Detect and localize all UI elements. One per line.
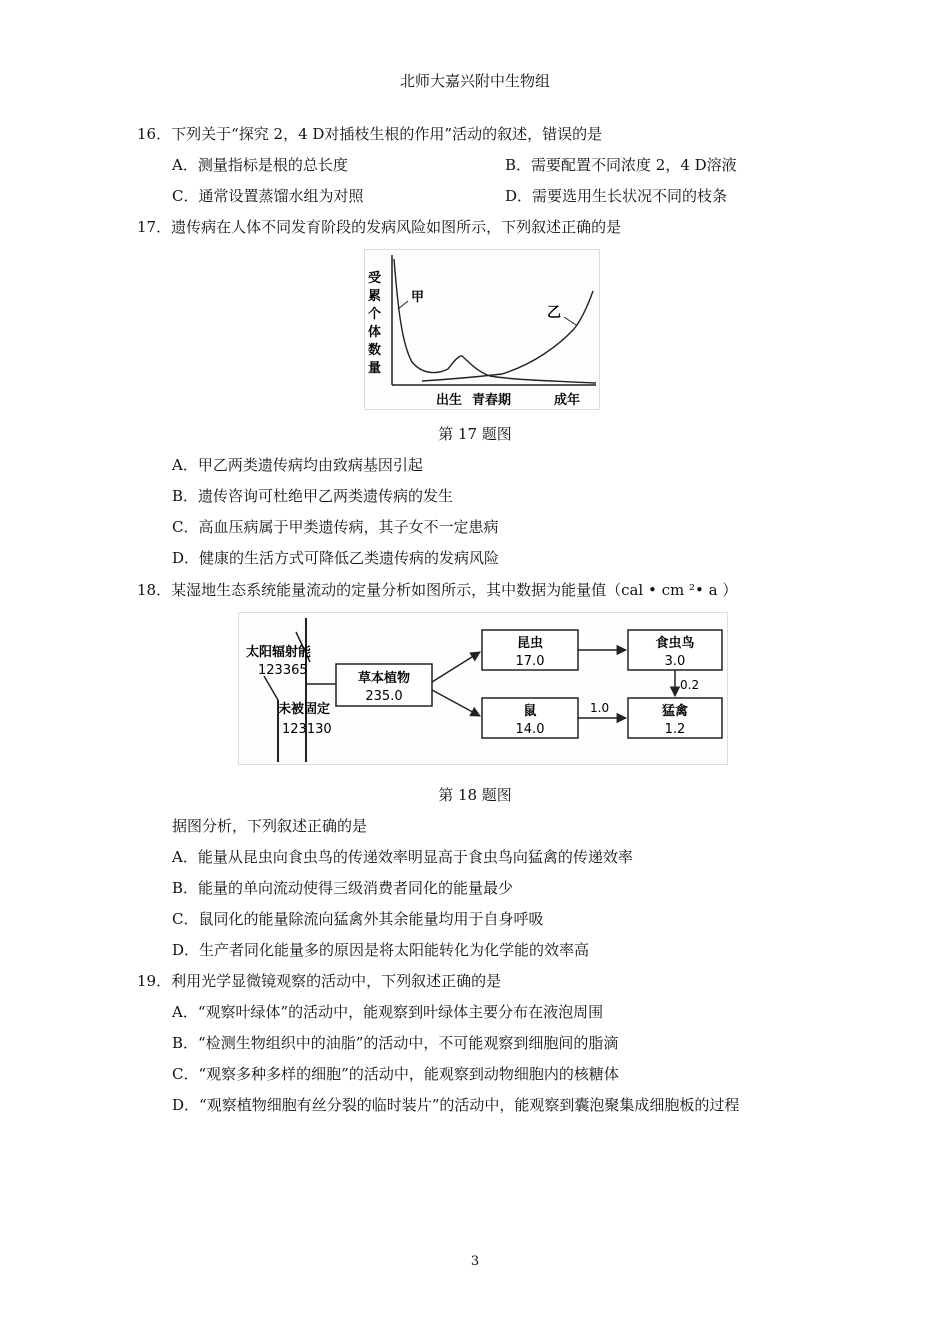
fig18-plant-value: 235.0 <box>365 689 403 704</box>
fig18-bird-value: 3.0 <box>664 654 686 669</box>
fig18-plant-label: 草本植物 <box>357 671 411 686</box>
q18-option-c: C．鼠同化的能量除流向猛禽外其余能量均用于自身呼吸 <box>172 910 544 928</box>
fig17-xtick-adult: 成年 <box>554 393 581 408</box>
q18-caption: 第 18 题图 <box>438 786 512 804</box>
q17-stem: 17．遗传病在人体不同发育阶段的发病风险如图所示，下列叙述正确的是 <box>137 218 622 236</box>
q19-option-c: C．“观察多种多样的细胞”的活动中，能观察到动物细胞内的核糖体 <box>172 1065 619 1083</box>
q18-stem: 18．某湿地生态系统能量流动的定量分析如图所示，其中数据为能量值（cal • cm ²• a ） <box>137 581 738 599</box>
q17-option-a: A．甲乙两类遗传病均由致病基因引起 <box>172 456 423 474</box>
fig18-mouse-label: 鼠 <box>523 704 537 719</box>
fig18-raptor-label: 猛禽 <box>661 704 689 719</box>
fig17-ylabel-char: 体 <box>368 325 382 340</box>
figure-17-risk-chart <box>364 249 600 411</box>
q16-option-d: D．需要选用生长状况不同的枝条 <box>505 187 728 205</box>
q16-option-a: A．测量指标是根的总长度 <box>172 156 348 174</box>
figure-18-energy-flow <box>238 612 728 766</box>
fig18-mouse-to-raptor-value: 1.0 <box>590 701 610 715</box>
q16-option-c: C．通常设置蒸馏水组为对照 <box>172 187 364 205</box>
fig17-ylabel-char: 个 <box>368 307 382 322</box>
fig17-ylabel-char: 受 <box>368 271 382 286</box>
page-number: 3 <box>470 1254 480 1269</box>
fig18-bird-to-raptor-value: 0.2 <box>680 678 700 692</box>
q16-stem: 16．下列关于“探究 2，4 D对插枝生根的作用”活动的叙述，错误的是 <box>137 125 603 143</box>
q16-option-b: B．需要配置不同浓度 2，4 D溶液 <box>505 156 737 174</box>
q17-option-c: C．高血压病属于甲类遗传病，其子女不一定患病 <box>172 518 499 536</box>
q18-option-b: B．能量的单向流动使得三级消费者同化的能量最少 <box>172 879 514 897</box>
fig17-xtick-youth: 青春期 <box>472 393 512 408</box>
fig18-unfixed-value: 123130 <box>282 722 332 737</box>
fig18-sun-label: 太阳辐射能 <box>246 645 312 660</box>
q17-caption: 第 17 题图 <box>438 425 512 443</box>
fig18-mouse-value: 14.0 <box>515 722 545 737</box>
fig18-raptor-value: 1.2 <box>664 722 686 737</box>
fig18-sun-value: 123365 <box>258 663 308 678</box>
q18-option-d: D．生产者同化能量多的原因是将太阳能转化为化学能的效率高 <box>172 941 590 959</box>
q19-option-b: B．“检测生物组织中的油脂”的活动中，不可能观察到细胞间的脂滴 <box>172 1034 619 1052</box>
fig17-ylabel-char: 数 <box>368 343 382 358</box>
fig17-label-jia: 甲 <box>411 290 425 305</box>
fig18-bird-label: 食虫鸟 <box>655 636 695 651</box>
q17-option-d: D．健康的生活方式可降低乙类遗传病的发病风险 <box>172 549 500 567</box>
q19-option-d: D．“观察植物细胞有丝分裂的临时装片”的活动中，能观察到囊泡聚集成细胞板的过程 <box>172 1096 740 1114</box>
fig17-ylabel-char: 累 <box>368 289 382 304</box>
fig18-insect-value: 17.0 <box>515 654 545 669</box>
fig18-unfixed-label: 未被固定 <box>278 702 331 717</box>
q17-option-b: B．遗传咨询可杜绝甲乙两类遗传病的发生 <box>172 487 454 505</box>
fig18-insect-label: 昆虫 <box>516 636 544 651</box>
page-header: 北师大嘉兴附中生物组 <box>399 72 550 90</box>
q19-option-a: A．“观察叶绿体”的活动中，能观察到叶绿体主要分布在液泡周围 <box>172 1003 604 1021</box>
fig17-xtick-birth: 出生 <box>436 393 463 408</box>
q18-option-a: A．能量从昆虫向食虫鸟的传递效率明显高于食虫鸟向猛禽的传递效率 <box>172 848 633 866</box>
q19-stem: 19．利用光学显微镜观察的活动中，下列叙述正确的是 <box>137 972 502 990</box>
q18-lead: 据图分析，下列叙述正确的是 <box>172 817 368 835</box>
fig17-ylabel-char: 量 <box>368 361 382 376</box>
fig17-label-yi: 乙 <box>547 305 561 321</box>
